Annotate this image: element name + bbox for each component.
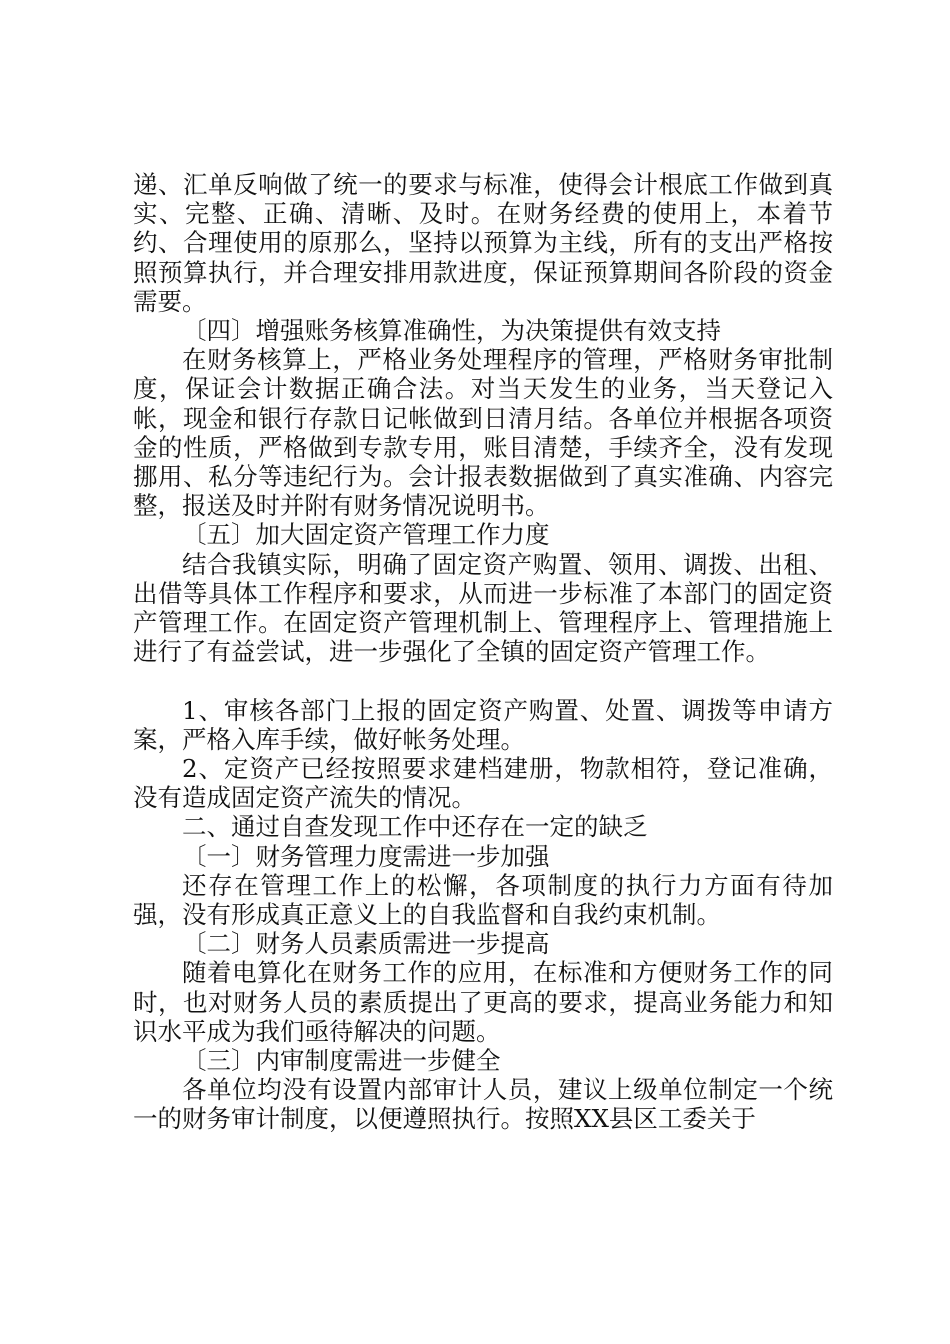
paragraph-item-1: 1、审核各部门上报的固定资产购置、处置、调拨等申请方案，严格入库手续，做好帐务处理。 [133,695,833,754]
paragraph-internal-audit: 各单位均没有设置内部审计人员，建议上级单位制定一个统一的财务审计制度，以便遵照执行。按照XX县区工委关于 [133,1075,833,1134]
chapter-heading-2: 二、通过自查发现工作中还存在一定的缺乏 [182,812,648,842]
document-body [133,170,833,1134]
paragraph-accounting: 在财务核算上，严格业务处理程序的管理，严格财务审批制度，保证会计数据正确合法。对当天发生的业务，当天登记入帐，现金和银行存款日记帐做到日清月结。各单位并根据各项资金的性质，严格做到专款专用，账目清楚，手续齐全，没有发现挪用、私分等违纪行为。会计报表数据做到了真实准确、内容完整，报送及时并附有财务情况说明书。 [133,345,833,521]
paragraph-continuation: 递、汇单反响做了统一的要求与标准，使得会计根底工作做到真实、完整、正确、清晰、及时。在财务经费的使用上，本着节约、合理使用的原那么，坚持以预算为主线，所有的支出严格按照预算执行，并合理安排用款进度，保证预算期间各阶段的资金需要。 [133,170,833,316]
paragraph-staff-quality: 随着电算化在财务工作的应用，在标准和方便财务工作的同时，也对财务人员的素质提出了更高的要求，提高业务能力和知识水平成为我们亟待解决的问题。 [133,958,833,1046]
section-heading-4: 〔四〕增强账务核算准确性，为决策提供有效支持 [182,316,721,346]
paragraph-item-2: 2、定资产已经按照要求建档建册，物款相符，登记准确，没有造成固定资产流失的情况。 [133,754,833,813]
paragraph-management: 还存在管理工作上的松懈，各项制度的执行力方面有待加强，没有形成真正意义上的自我监督和自我约束机制。 [133,870,833,930]
section-heading-2-3: 〔三〕内审制度需进一步健全 [182,1046,501,1076]
paragraph-fixed-assets: 结合我镇实际，明确了固定资产购置、领用、调拨、出租、出借等具体工作程序和要求，从而进一步标准了本部门的固定资产管理工作。在固定资产管理机制上、管理程序上、管理措施上进行了有益尝试，进一步强化了全镇的固定资产管理工作。 [133,549,833,667]
section-heading-2-2: 〔二〕财务人员素质需进一步提高 [182,929,550,959]
paragraph-spacer [133,666,833,695]
section-heading-2-1: 〔一〕财务管理力度需进一步加强 [182,841,550,871]
section-heading-5: 〔五〕加大固定资产管理工作力度 [182,520,550,550]
